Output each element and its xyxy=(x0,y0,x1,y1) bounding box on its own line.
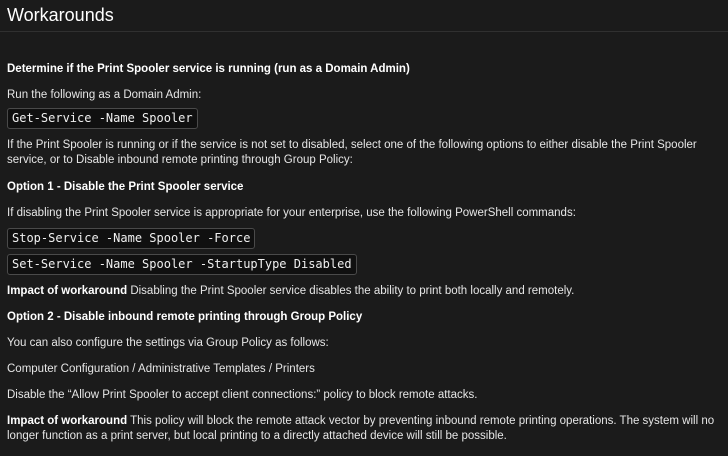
code-get-service: Get-Service -Name Spooler xyxy=(7,108,198,129)
run-following-text: Run the following as a Domain Admin: xyxy=(7,89,202,101)
if-running-text: If the Print Spooler is running or if the service is not set to disabled, select one of the following options to either disable the Print Spooler service, or to Disable inbound remote printing through Group Policy: xyxy=(7,139,697,166)
code-set-service: Set-Service -Name Spooler -StartupType Disabled xyxy=(7,254,357,275)
impact1-paragraph xyxy=(7,284,721,299)
option1-description: If disabling the Print Spooler service is appropriate for your enterprise, use the following PowerShell commands: xyxy=(7,207,576,219)
title-divider xyxy=(0,31,728,32)
code-block-stop-service xyxy=(7,228,721,249)
group-policy-path: Computer Configuration / Administrative Templates / Printers xyxy=(7,363,315,375)
code-block-set-service xyxy=(7,254,721,275)
option2-description: You can also configure the settings via Group Policy as follows: xyxy=(7,337,329,349)
code-block-get-service xyxy=(7,108,721,129)
impact2-label: Impact of workaround xyxy=(7,415,128,427)
impact1-label: Impact of workaround xyxy=(7,285,128,297)
code-stop-service: Stop-Service -Name Spooler -Force xyxy=(7,228,255,249)
impact2-text: This policy will block the remote attack vector by preventing inbound remote printing operations. The system will no longer function as a print server, but local printing to a directly attached device will still be possible. xyxy=(7,415,715,442)
option1-heading: Option 1 - Disable the Print Spooler service xyxy=(7,181,244,193)
impact1-text: Disabling the Print Spooler service disables the ability to print both locally and remotely. xyxy=(127,285,575,297)
group-policy-setting: Disable the “Allow Print Spooler to accept client connections:” policy to block remote attacks. xyxy=(7,389,478,401)
page-title: Workarounds xyxy=(7,5,114,25)
option2-heading: Option 2 - Disable inbound remote printing through Group Policy xyxy=(7,311,363,323)
determine-heading: Determine if the Print Spooler service is running (run as a Domain Admin) xyxy=(7,63,410,75)
impact2-paragraph xyxy=(7,414,721,444)
